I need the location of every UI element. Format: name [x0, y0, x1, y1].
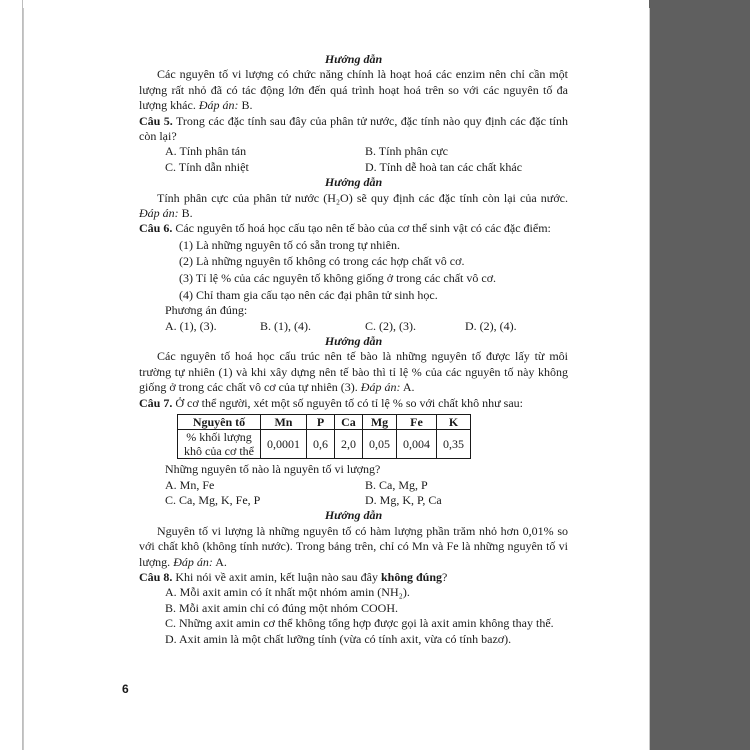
q6-statement-4: (4) Chỉ tham gia cấu tạo nên các đại phân tử sinh học.: [179, 287, 438, 302]
q8-option-d: D. Axit amin là một chất lưỡng tính (vừa có tính axit, vừa có tính bazơ).: [165, 631, 512, 646]
table-header-cell: Mg: [362, 415, 396, 430]
question-5: Câu 5. Trong các đặc tính sau đây của phân tử nước, đặc tính nào quy định các đặc tính còn lại?: [139, 113, 568, 144]
question-8: Câu 8. Khi nói về axit amin, kết luận nào sau đây không đúng?: [139, 569, 448, 584]
guide-heading: Hướng dẫn: [324, 175, 383, 190]
q6-statement-2: (2) Là những nguyên tố không có trong các hợp chất vô cơ.: [179, 254, 465, 269]
question-7: Câu 7. Ở cơ thể người, xét một số nguyên tố có tỉ lệ % so với chất khô như sau:: [139, 395, 524, 410]
table-header-cell: Ca: [334, 415, 362, 430]
table-header-cell: Mn: [260, 415, 306, 430]
q7-option-b: B. Ca, Mg, P: [365, 477, 428, 492]
q6-option-d: D. (2), (4).: [465, 318, 517, 333]
q6-option-c: C. (2), (3).: [365, 318, 416, 333]
table-cell: 2,0: [334, 430, 362, 459]
q6-statement-3: (3) Tỉ lệ % của các nguyên tố không giống ở trong các chất vô cơ.: [179, 271, 497, 286]
table-cell: 0,0001: [260, 430, 306, 459]
q5-option-d: D. Tính dễ hoà tan các chất khác: [365, 159, 523, 174]
q7-guide: Nguyên tố vi lượng là những nguyên tố có hàm lượng phần trăm nhỏ hơn 0,01% so với chất khô (không tính nước). Trong bảng trên, chỉ có Mn và Fe là những nguyên tố vi lượng. Đáp án: A.: [139, 523, 568, 569]
q6-statement-1: (1) Là những nguyên tố có sẵn trong tự nhiên.: [179, 237, 400, 252]
q5-option-b: B. Tính phân cực: [365, 144, 448, 159]
q8-option-a: A. Mỗi axit amin có ít nhất một nhóm amin (NH₂).: [165, 585, 410, 600]
table-cell: 0,35: [436, 430, 470, 459]
viewer-left-margin: [0, 0, 23, 750]
q5-option-a: A. Tính phân tán: [165, 144, 247, 159]
q6-guide: Các nguyên tố hoá học cấu trúc nên tế bào là những nguyên tố được lấy từ môi trường tự nhiên (1) và khi xây dựng nên tế bào thì tỉ lệ % của các nguyên tố này không giống ở trong các chất vô cơ của tự nhiên (3). Đáp án: A.: [139, 349, 568, 395]
table-cell: 0,6: [306, 430, 334, 459]
question-6: Câu 6. Các nguyên tố hoá học cấu tạo nên tế bào của cơ thể sinh vật có các đặc điểm:: [139, 221, 551, 236]
q8-option-c: C. Những axit amin cơ thể không tổng hợp được gọi là axit amin không thay thế.: [165, 616, 554, 631]
q8-option-b: B. Mỗi axit amin chỉ có đúng một nhóm COOH.: [165, 600, 398, 615]
q5-guide: Tính phân cực của phân tử nước (H₂O) sẽ quy định các đặc tính còn lại của nước. Đáp án: B.: [139, 190, 568, 221]
intro-paragraph: Các nguyên tố vi lượng có chức năng chính là hoạt hoá các enzim nên chỉ cần một lượng rất nhỏ đã có tác động lớn đến quá trình hoạt hoá trên so với các nguyên tố đa lượng khác. Đáp án: B.: [139, 67, 568, 113]
viewer-top-strip: [0, 0, 649, 8]
q8-options: [139, 585, 568, 647]
q6-option-a: A. (1), (3).: [165, 318, 217, 333]
q5-option-c: C. Tính dẫn nhiệt: [165, 159, 249, 174]
table-header-cell: Fe: [396, 415, 436, 430]
document-page: [23, 8, 650, 750]
q6-option-b: B. (1), (4).: [260, 318, 311, 333]
table-row-label: % khối lượng khô của cơ thể: [178, 430, 261, 459]
q5-options: [139, 144, 568, 175]
table-row: [178, 430, 471, 459]
q7-options: [139, 478, 568, 509]
page-content: [139, 52, 568, 647]
q7-prompt: Những nguyên tố nào là nguyên tố vi lượng?: [165, 462, 381, 477]
guide-heading: Hướng dẫn: [324, 508, 383, 523]
q7-option-c: C. Ca, Mg, K, Fe, P: [165, 492, 261, 507]
element-table: [177, 414, 471, 459]
table-header-cell: P: [306, 415, 334, 430]
table-header-cell: K: [436, 415, 470, 430]
table-cell: 0,004: [396, 430, 436, 459]
table-header-row: [178, 415, 471, 430]
page-number: 6: [122, 682, 129, 696]
guide-heading: Hướng dẫn: [324, 52, 383, 66]
table-header-label: Nguyên tố: [178, 415, 261, 430]
q6-prompt: Phương án đúng:: [165, 303, 248, 318]
q7-option-d: D. Mg, K, P, Ca: [365, 492, 442, 507]
q6-statements: [139, 237, 568, 303]
q7-option-a: A. Mn, Fe: [165, 477, 215, 492]
q6-options: [139, 319, 568, 334]
viewer-right-panel: [649, 0, 750, 750]
guide-heading: Hướng dẫn: [324, 334, 383, 349]
table-cell: 0,05: [362, 430, 396, 459]
